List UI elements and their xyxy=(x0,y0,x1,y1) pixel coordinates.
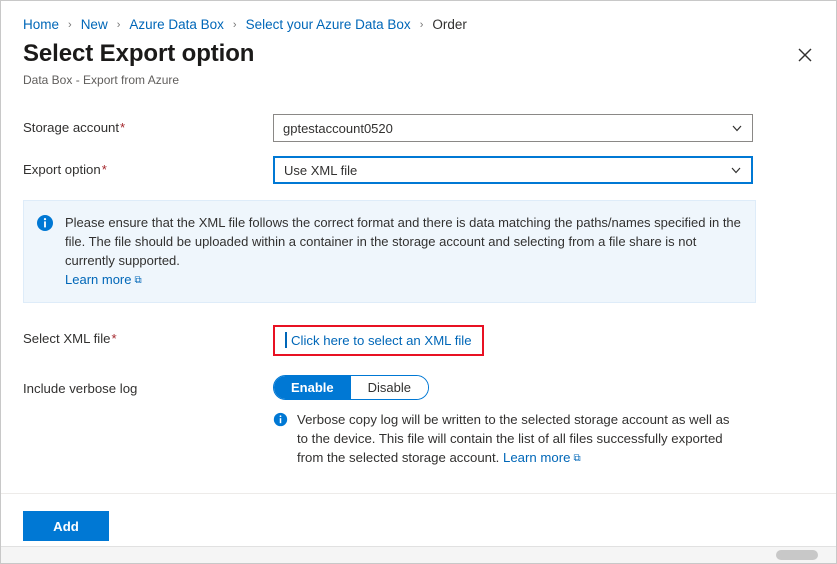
breadcrumb-item-new[interactable]: New xyxy=(80,17,108,32)
breadcrumb-item-order: Order xyxy=(432,17,467,32)
breadcrumb-item-azure-data-box[interactable]: Azure Data Box xyxy=(129,17,224,32)
include-verbose-log-toggle[interactable] xyxy=(273,375,429,400)
page-subtitle: Data Box - Export from Azure xyxy=(23,73,180,87)
verbose-log-note xyxy=(273,410,743,468)
header xyxy=(1,35,836,88)
text-caret-icon xyxy=(285,332,287,348)
export-form xyxy=(1,88,836,184)
external-link-icon[interactable]: ⧉ xyxy=(134,275,142,286)
toggle-option-enable[interactable]: Enable xyxy=(274,376,351,399)
breadcrumb-separator-icon: › xyxy=(68,18,72,31)
required-asterisk: * xyxy=(120,120,126,135)
include-verbose-log-label: Include verbose log xyxy=(23,381,138,396)
storage-account-value: gptestaccount0520 xyxy=(283,120,393,136)
export-option-value: Use XML file xyxy=(284,162,358,178)
info-icon xyxy=(273,412,290,468)
verbose-log-note-text: Verbose copy log will be written to the selected storage account as well as to the device. This file will contain the list of all files successfully exported from the selected storage account. xyxy=(297,412,730,465)
add-button[interactable]: Add xyxy=(23,511,109,541)
breadcrumb-separator-icon: › xyxy=(116,18,121,31)
breadcrumb xyxy=(1,1,836,35)
page-title: Select Export option xyxy=(23,40,255,67)
storage-account-label xyxy=(23,114,273,137)
export-option-dropdown[interactable] xyxy=(273,156,753,184)
blade-footer xyxy=(1,493,836,541)
required-asterisk: * xyxy=(101,162,107,177)
info-banner-text: Please ensure that the XML file follows the correct format and there is data matching the paths/names specified in the file. The file should be uploaded within a container in the storage account and selecting from a file share is not currently supported. xyxy=(65,215,741,268)
horizontal-scrollbar-thumb[interactable] xyxy=(776,550,818,560)
select-xml-file-row xyxy=(1,325,836,356)
storage-account-dropdown[interactable] xyxy=(273,114,753,142)
info-icon xyxy=(36,214,56,290)
storage-account-row xyxy=(23,114,814,142)
export-option-label-text: Export option xyxy=(23,162,101,177)
breadcrumb-separator-icon: › xyxy=(419,18,424,31)
verbose-log-learn-more-link[interactable]: Learn more xyxy=(503,450,571,465)
required-asterisk: * xyxy=(111,331,117,346)
toggle-option-disable[interactable]: Disable xyxy=(351,376,428,399)
info-banner xyxy=(23,200,756,303)
select-xml-file-highlight xyxy=(273,325,484,356)
select-xml-file-label xyxy=(23,325,273,348)
breadcrumb-item-home[interactable]: Home xyxy=(23,17,60,32)
storage-account-label-text: Storage account xyxy=(23,120,120,135)
select-xml-file-label-text: Select XML file xyxy=(23,331,111,346)
export-option-row xyxy=(23,156,814,184)
external-link-icon[interactable]: ⧉ xyxy=(573,453,581,464)
chevron-down-icon xyxy=(731,122,743,134)
breadcrumb-separator-icon: › xyxy=(232,18,237,31)
info-banner-text-wrap xyxy=(65,213,741,290)
export-option-label xyxy=(23,156,273,179)
include-verbose-log-row xyxy=(1,375,836,400)
chevron-down-icon xyxy=(730,164,742,176)
breadcrumb-item-select-your-azure-data-box[interactable]: Select your Azure Data Box xyxy=(245,17,411,32)
select-xml-file-link[interactable]: Click here to select an XML file xyxy=(291,332,472,348)
info-banner-learn-more-link[interactable]: Learn more xyxy=(65,272,132,287)
horizontal-scrollbar[interactable] xyxy=(1,546,836,563)
close-icon[interactable] xyxy=(792,42,818,68)
verbose-log-note-text-wrap xyxy=(297,410,743,468)
